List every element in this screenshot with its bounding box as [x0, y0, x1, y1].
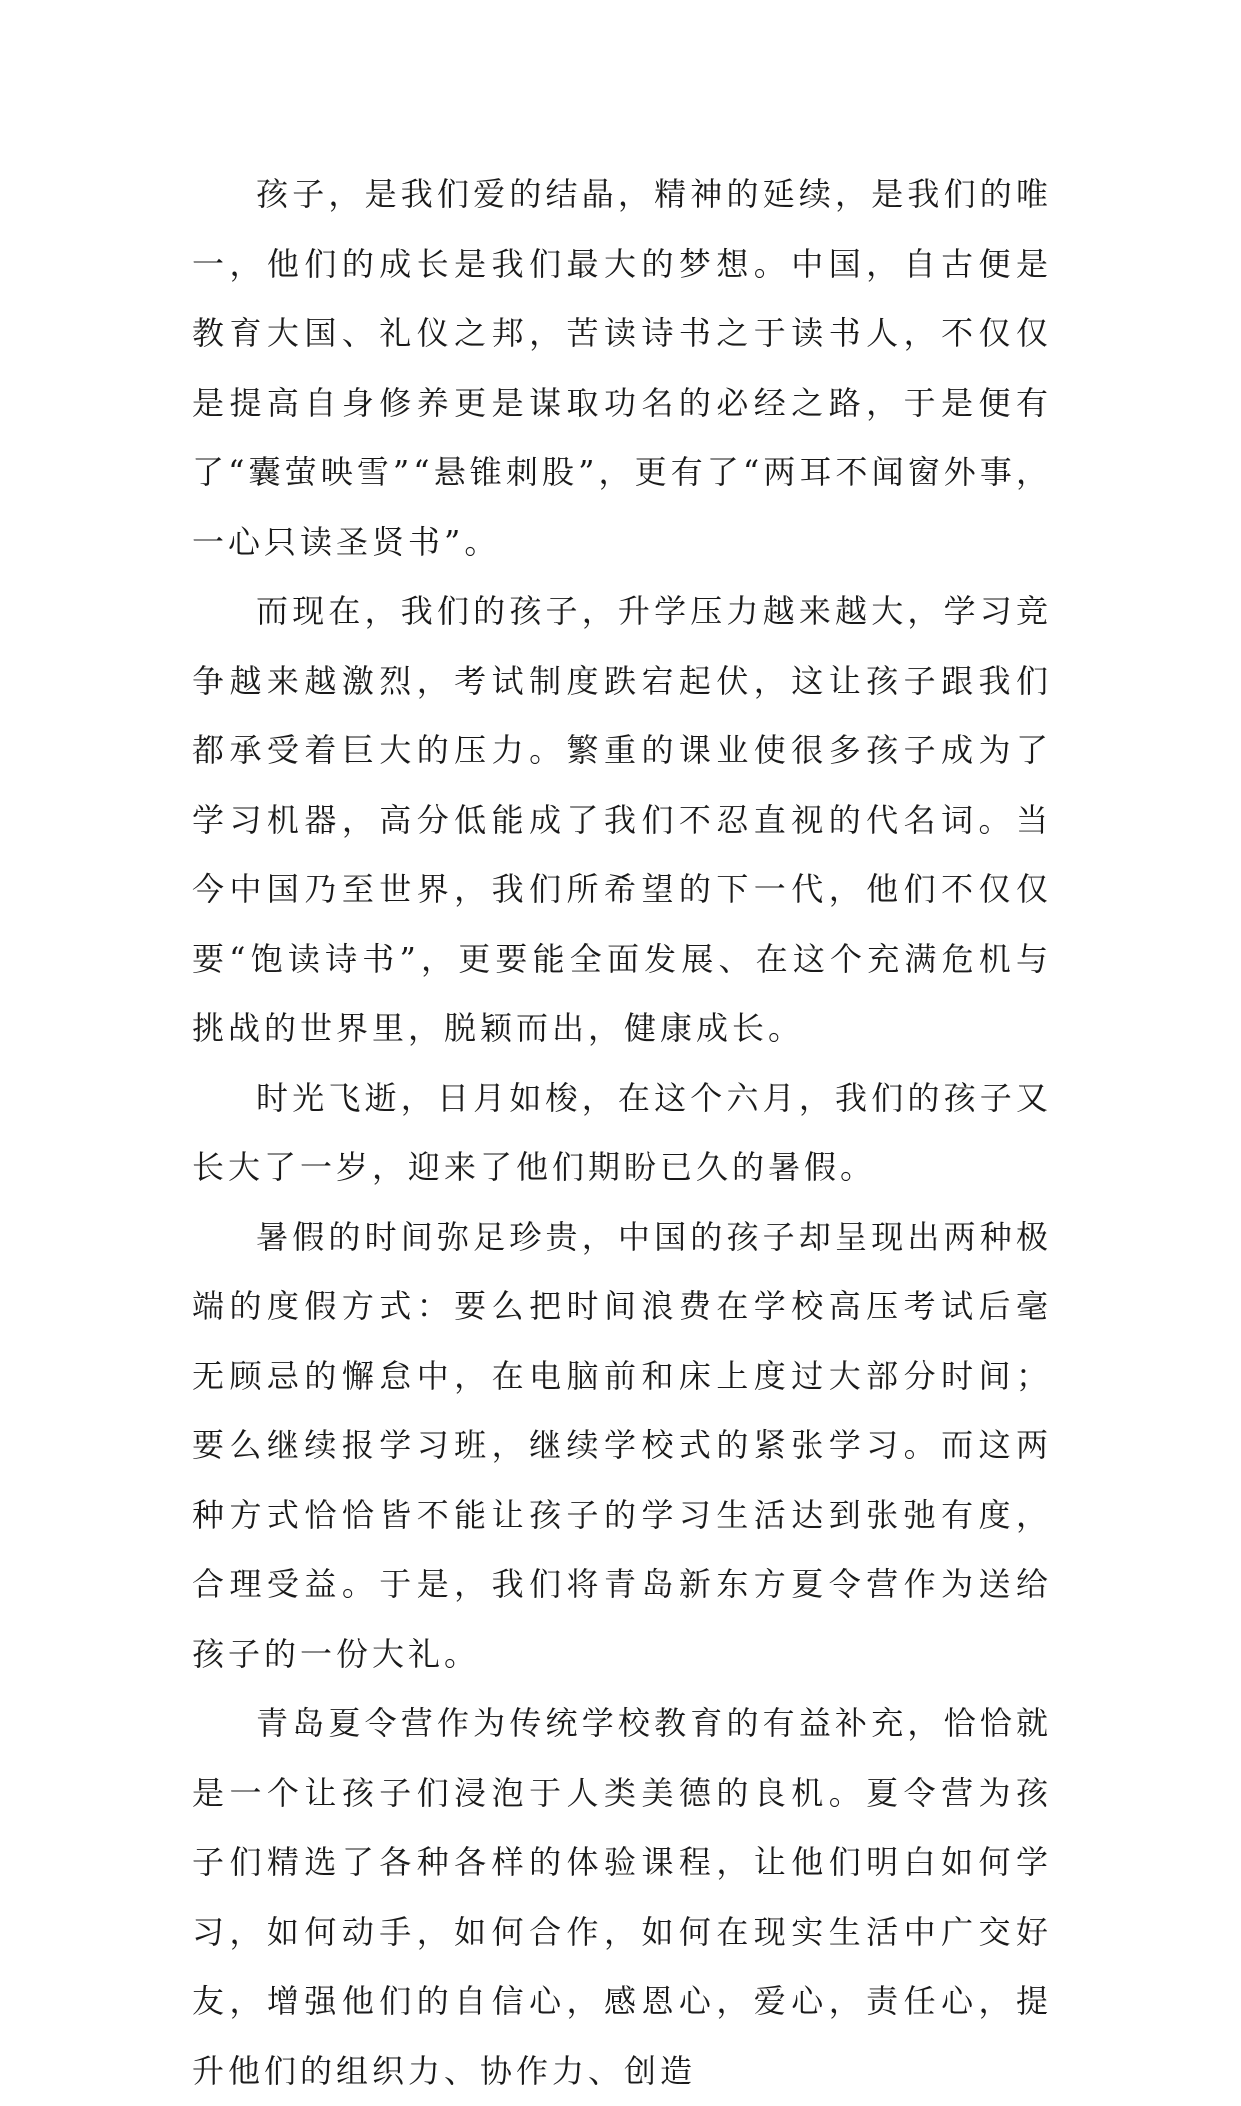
- paragraph-2: 而现在，我们的孩子，升学压力越来越大，学习竞争越来越激烈，考试制度跌宕起伏，这让孩子跟我们都承受着巨大的压力。繁重的课业使很多孩子成为了学习机器，高分低能成了我们不忍直视的代名词。当今中国乃至世界，我们所希望的下一代，他们不仅仅要“饱读诗书”，更要能全面发展、在这个充满危机与挑战的世界里，脱颖而出，健康成长。: [192, 592, 1052, 1047]
- paragraph-5: 青岛夏令营作为传统学校教育的有益补充，恰恰就是一个让孩子们浸泡于人类美德的良机。夏令营为孩子们精选了各种各样的体验课程，让他们明白如何学习，如何动手，如何合作，如何在现实生活中广交好友，增强他们的自信心，感恩心，爱心，责任心，提升他们的组织力、协作力、创造: [192, 1704, 1052, 2090]
- paragraph-3: 时光飞逝，日月如梭，在这个六月，我们的孩子又长大了一岁，迎来了他们期盼已久的暑假。: [192, 1078, 1052, 1186]
- paragraph-4: 暑假的时间弥足珍贵，中国的孩子却呈现出两种极端的度假方式：要么把时间浪费在学校高压考试后毫无顾忌的懈怠中，在电脑前和床上度过大部分时间；要么继续报学习班，继续学校式的紧张学习。而这两种方式恰恰皆不能让孩子的学习生活达到张弛有度，合理受益。于是，我们将青岛新东方夏令营作为送给孩子的一份大礼。: [192, 1217, 1052, 1673]
- document-body: [192, 160, 1052, 2106]
- paragraph-1: 孩子，是我们爱的结晶，精神的延续，是我们的唯一，他们的成长是我们最大的梦想。中国，自古便是教育大国、礼仪之邦，苦读诗书之于读书人，不仅仅是提高自身修养更是谋取功名的必经之路，于是便有了“囊萤映雪”“悬锥刺股”，更有了“两耳不闻窗外事，一心只读圣贤书”。: [192, 175, 1052, 561]
